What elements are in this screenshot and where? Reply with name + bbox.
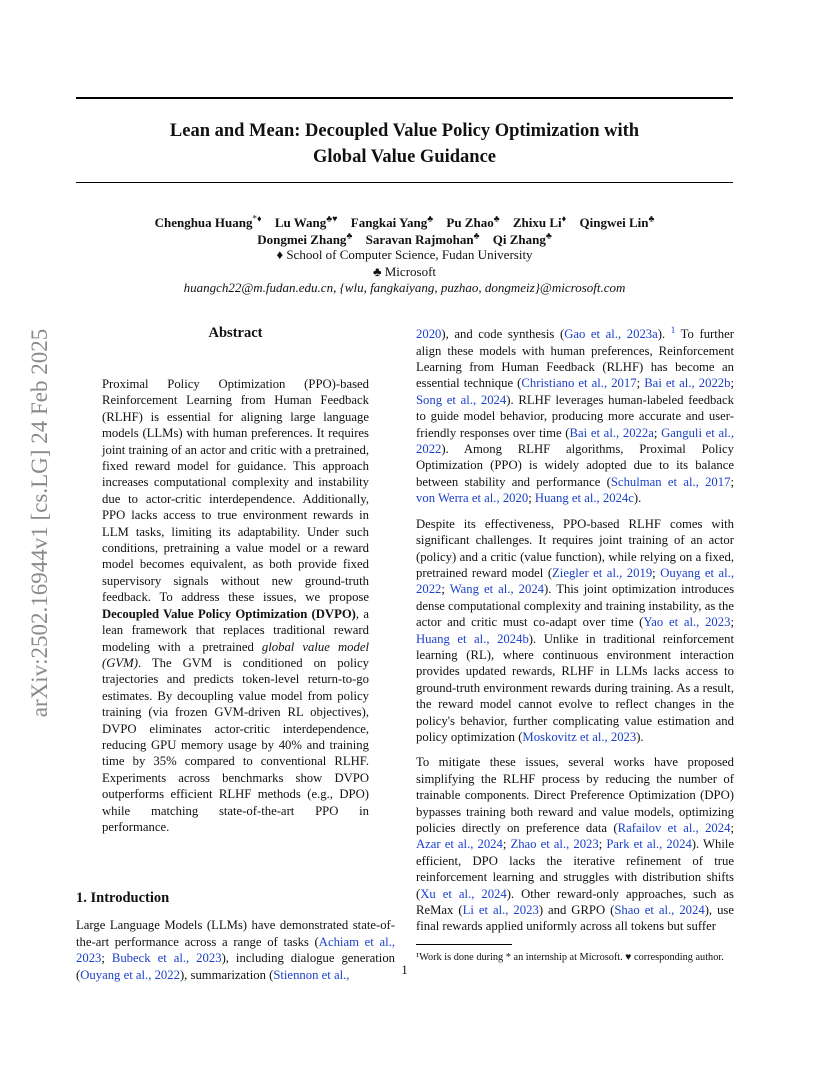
paper-title	[76, 118, 733, 170]
title-line-1: Lean and Mean: Decoupled Value Policy Optimization with	[169, 121, 640, 141]
citation-link[interactable]: Moskovitz et al., 2023	[522, 729, 637, 744]
citation-link[interactable]: Gao et al., 2023a	[564, 327, 658, 342]
author-7: Dongmei Zhang♣	[257, 231, 353, 248]
citation-link[interactable]: Azar et al., 2024	[416, 837, 503, 852]
citation-link[interactable]: Bubeck et al., 2023	[111, 951, 222, 966]
citation-link[interactable]: Wang et al., 2024	[449, 582, 545, 597]
citation-link[interactable]: Yao et al., 2023	[643, 615, 731, 630]
citation-link[interactable]: Christiano et al., 2017	[521, 376, 637, 391]
introduction-heading: 1. Introduction	[76, 890, 170, 907]
citation-link[interactable]: Zhao et al., 2023	[510, 837, 599, 852]
citation-link[interactable]: Huang et al., 2024c	[534, 491, 634, 506]
abstract-heading: Abstract	[208, 325, 263, 341]
citation-link[interactable]: Xu et al., 2024	[420, 886, 507, 901]
arxiv-stamp: arXiv:2502.16944v1 [cs.LG] 24 Feb 2025	[27, 328, 52, 718]
citation-link[interactable]: Stiennon et al.,	[273, 967, 350, 982]
citation-link[interactable]: Ziegler et al., 2019	[552, 565, 653, 580]
author-6: Qingwei Lin♣	[579, 214, 655, 231]
footnote-rule	[416, 944, 512, 945]
author-8: Saravan Rajmohan♣	[365, 231, 480, 248]
citation-link[interactable]: Schulman et al., 2017	[610, 474, 731, 489]
citation-link[interactable]: Ganguli et al., 2022	[416, 425, 734, 457]
title-line-2: Global Value Guidance	[313, 147, 496, 167]
author-1: Chenghua Huang*♦	[154, 214, 262, 231]
citation-link[interactable]: Li et al., 2023	[462, 903, 539, 918]
affiliation-microsoft: ♣ Microsoft	[372, 264, 437, 279]
citation-link[interactable]: 2020	[416, 327, 442, 342]
author-2: Lu Wang♣♥	[274, 214, 338, 231]
page-number: 1	[401, 963, 408, 977]
citation-link[interactable]: von Werra et al., 2020	[416, 491, 529, 506]
citation-link[interactable]: Ouyang et al., 2022	[416, 565, 734, 597]
author-3: Fangkai Yang♣	[350, 214, 434, 231]
citation-link[interactable]: Achiam et al., 2023	[76, 934, 395, 966]
citation-link[interactable]: Bai et al., 2022b	[644, 376, 731, 391]
citation-link[interactable]: Bai et al., 2022a	[569, 425, 654, 440]
citation-link[interactable]: Ouyang et al., 2022	[80, 967, 180, 982]
author-emails: huangch22@m.fudan.edu.cn, {wlu, fangkaiyang, puzhao, dongmeiz}@microsoft.com	[183, 280, 626, 295]
author-4: Pu Zhao♣	[446, 214, 500, 231]
left-column	[76, 322, 395, 983]
paragraph-ppo-challenges: Despite its effectiveness, PPO-based RLHF comes with significant challenges. It requires joint training of an actor (policy) and a critic (value function), while relying on a fixed, pretrained reward model (Ziegler et al., 2019; Ouyang et al., 2022; Wang et al., 2024). This joint optimization introduces dense computational complexity and training instability, as the actor and critic must co-adapt over time (Yao et al., 2023; Huang et al., 2024b). Unlike in traditional reinforcement learning (RL), where continuous environment interaction provides updated rewards, RLHF in LLMs lacks access to ground-truth environment rewards during training. As a result, the reward model cannot evolve to reflect changes in the policy's behavior, further complicating value estimation and policy optimization (Moskovitz et al., 2023).	[416, 516, 735, 744]
citation-link[interactable]: Shao et al., 2024	[614, 903, 705, 918]
citation-link[interactable]: Huang et al., 2024b	[416, 631, 529, 646]
citation-link[interactable]: Song et al., 2024	[416, 392, 507, 407]
citation-link[interactable]: Park et al., 2024	[606, 837, 692, 852]
introduction-paragraph: Large Language Models (LLMs) have demonstrated state-of-the-art performance across a range of tasks (Achiam et al., 2023; Bubeck et al., 2023), including dialogue generation (Ouyang et al., 2022), summarization (Stiennon et al.,	[76, 918, 396, 982]
citation-link[interactable]: Rafailov et al., 2024	[617, 821, 731, 836]
right-column	[416, 322, 734, 964]
footnote-marker[interactable]: 1	[670, 325, 676, 335]
title-rule-bottom	[76, 182, 733, 183]
footnote: ¹Work is done during * an internship at Microsoft. ♥ corresponding author.	[416, 951, 724, 963]
author-9: Qi Zhang♣	[492, 231, 552, 248]
author-5: Zhixu Li♦	[512, 214, 567, 231]
title-rule-top	[76, 97, 733, 99]
paragraph-mitigation: To mitigate these issues, several works have proposed simplifying the RLHF process by reducing the number of trainable components. Direct Preference Optimization (DPO) bypasses training both reward and value models, optimizing policies directly on preference data (Rafailov et al., 2024; Azar et al., 2024; Zhao et al., 2023; Park et al., 2024). While efficient, DPO lacks the iterative refinement of true reinforcement learning and struggles with distribution shifts (Xu et al., 2024). Other reward-only approaches, such as ReMax (Li et al., 2023) and GRPO (Shao et al., 2024), use final rewards applied uniformly across all tokens but suffer	[416, 755, 735, 934]
paragraph-rlhf-intro: 2020), and code synthesis (Gao et al., 2023a). $^1$ To further align these models with human preferences, Reinforcement Learning from Human Feedback (RLHF) has become an essential technique (Christiano et al., 2017; Bai et al., 2022b; Song et al., 2024). RLHF leverages human-labeled feedback to guide model behavior, producing more accurate and user-friendly responses over time (Bai et al., 2022a; Ganguli et al., 2022). Among RLHF algorithms, Proximal Policy Optimization (PPO) is widely adopted due to its balance between stability and performance (Schulman et al., 2017; von Werra et al., 2020; Huang et al., 2024c).	[416, 325, 735, 506]
abstract-body: Proximal Policy Optimization (PPO)-based Reinforcement Learning from Human Feedback (RLHF) is essential for aligning large language models (LLMs) with human preferences. It requires joint training of an actor and critic with a pretrained, fixed reward model for guidance. This approach increases computational complexity and instability due to actor-critic interdependence. Additionally, PPO lacks access to true environment rewards in LLM tasks, limiting its adaptability. Under such conditions, pretraining a value model or a reward model becomes equivalent, as both provide fixed supervisory signals without new ground-truth feedback. To address these issues, we propose Decoupled Value Policy Optimization (DVPO), a lean framework that replaces traditional reward modeling with a pretrained global value model (GVM). The GVM is conditioned on policy trajectories and predicts token-level return-to-go estimates. By decoupling value model from policy training (via frozen GVM-driven RL objectives), DVPO eliminates actor-critic interdependence, reducing GPU memory usage by 40% and training time by 35% compared to conventional RLHF. Experiments across benchmarks show DVPO outperforms efficient RLHF methods (e.g., DPO) while matching state-of-the-art PPO in performance.	[102, 377, 369, 834]
affiliation-fudan: ♦ School of Computer Science, Fudan University	[276, 247, 533, 262]
